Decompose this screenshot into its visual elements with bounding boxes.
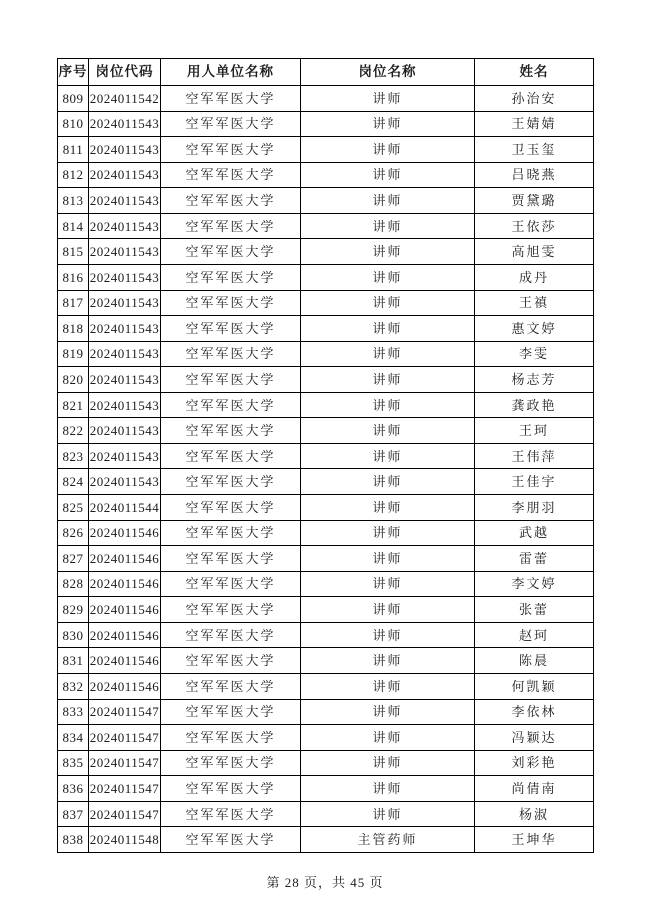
cell-position-name: 讲师	[301, 316, 475, 342]
cell-employer-name: 空军军医大学	[161, 162, 301, 188]
cell-person-name: 李朋羽	[475, 495, 594, 521]
table-row	[58, 239, 594, 265]
cell-position-code: 2024011542	[89, 86, 161, 112]
cell-position-code: 2024011543	[89, 290, 161, 316]
cell-serial: 809	[58, 86, 89, 112]
cell-serial: 836	[58, 776, 89, 802]
cell-employer-name: 空军军医大学	[161, 699, 301, 725]
cell-serial: 826	[58, 520, 89, 546]
cell-position-code: 2024011543	[89, 316, 161, 342]
cell-person-name: 王坤华	[475, 827, 594, 853]
cell-position-code: 2024011543	[89, 137, 161, 163]
cell-employer-name: 空军军医大学	[161, 188, 301, 214]
table-row	[58, 776, 594, 802]
cell-person-name: 王婧婧	[475, 111, 594, 137]
cell-serial: 835	[58, 750, 89, 776]
cell-serial: 819	[58, 341, 89, 367]
table-row	[58, 443, 594, 469]
cell-person-name: 贾黛璐	[475, 188, 594, 214]
table-row	[58, 725, 594, 751]
cell-employer-name: 空军军医大学	[161, 418, 301, 444]
cell-position-code: 2024011546	[89, 520, 161, 546]
cell-employer-name: 空军军医大学	[161, 469, 301, 495]
cell-position-name: 讲师	[301, 673, 475, 699]
cell-serial: 831	[58, 648, 89, 674]
cell-employer-name: 空军军医大学	[161, 750, 301, 776]
cell-employer-name: 空军军医大学	[161, 367, 301, 393]
cell-employer-name: 空军军医大学	[161, 264, 301, 290]
cell-serial: 834	[58, 725, 89, 751]
page-number-footer: 第 28 页，共 45 页	[266, 875, 384, 890]
cell-position-name: 讲师	[301, 443, 475, 469]
cell-position-name: 讲师	[301, 392, 475, 418]
table-row	[58, 392, 594, 418]
cell-position-name: 讲师	[301, 213, 475, 239]
cell-employer-name: 空军军医大学	[161, 673, 301, 699]
cell-position-name: 讲师	[301, 622, 475, 648]
cell-serial: 811	[58, 137, 89, 163]
table-row	[58, 162, 594, 188]
cell-employer-name: 空军军医大学	[161, 86, 301, 112]
cell-employer-name: 空军军医大学	[161, 316, 301, 342]
cell-employer-name: 空军军医大学	[161, 546, 301, 572]
table-row	[58, 571, 594, 597]
cell-position-code: 2024011543	[89, 469, 161, 495]
cell-employer-name: 空军军医大学	[161, 776, 301, 802]
cell-position-name: 讲师	[301, 571, 475, 597]
cell-person-name: 杨淑	[475, 801, 594, 827]
cell-position-name: 讲师	[301, 546, 475, 572]
cell-position-name: 讲师	[301, 725, 475, 751]
table-row	[58, 86, 594, 112]
cell-position-name: 讲师	[301, 111, 475, 137]
cell-employer-name: 空军军医大学	[161, 495, 301, 521]
cell-serial: 813	[58, 188, 89, 214]
table-header	[58, 59, 594, 86]
cell-person-name: 王佳宇	[475, 469, 594, 495]
cell-position-code: 2024011543	[89, 162, 161, 188]
cell-position-name: 讲师	[301, 264, 475, 290]
cell-person-name: 高旭雯	[475, 239, 594, 265]
cell-position-name: 讲师	[301, 367, 475, 393]
cell-position-code: 2024011546	[89, 648, 161, 674]
cell-serial: 832	[58, 673, 89, 699]
cell-employer-name: 空军军医大学	[161, 571, 301, 597]
cell-person-name: 卫玉玺	[475, 137, 594, 163]
cell-position-name: 讲师	[301, 188, 475, 214]
table-row	[58, 520, 594, 546]
header-person-name: 姓名	[475, 59, 594, 86]
table-row	[58, 495, 594, 521]
cell-employer-name: 空军军医大学	[161, 597, 301, 623]
table-row	[58, 316, 594, 342]
cell-position-name: 讲师	[301, 520, 475, 546]
table-row	[58, 367, 594, 393]
table-row	[58, 546, 594, 572]
cell-serial: 827	[58, 546, 89, 572]
cell-serial: 818	[58, 316, 89, 342]
table-row	[58, 750, 594, 776]
cell-person-name: 王珂	[475, 418, 594, 444]
cell-employer-name: 空军军医大学	[161, 648, 301, 674]
cell-person-name: 龚政艳	[475, 392, 594, 418]
cell-person-name: 王禛	[475, 290, 594, 316]
cell-serial: 812	[58, 162, 89, 188]
cell-position-code: 2024011547	[89, 776, 161, 802]
cell-position-code: 2024011543	[89, 443, 161, 469]
cell-serial: 829	[58, 597, 89, 623]
cell-position-code: 2024011546	[89, 597, 161, 623]
cell-serial: 830	[58, 622, 89, 648]
cell-serial: 825	[58, 495, 89, 521]
cell-position-code: 2024011543	[89, 188, 161, 214]
cell-serial: 838	[58, 827, 89, 853]
cell-position-code: 2024011544	[89, 495, 161, 521]
table-row	[58, 341, 594, 367]
cell-serial: 823	[58, 443, 89, 469]
cell-position-name: 讲师	[301, 290, 475, 316]
cell-position-name: 讲师	[301, 162, 475, 188]
table-row	[58, 264, 594, 290]
cell-serial: 814	[58, 213, 89, 239]
table-row	[58, 673, 594, 699]
cell-person-name: 尚倩南	[475, 776, 594, 802]
cell-position-code: 2024011543	[89, 239, 161, 265]
table-row	[58, 290, 594, 316]
table-row	[58, 188, 594, 214]
cell-person-name: 成丹	[475, 264, 594, 290]
cell-person-name: 雷蕾	[475, 546, 594, 572]
header-employer-name: 用人单位名称	[161, 59, 301, 86]
cell-employer-name: 空军军医大学	[161, 827, 301, 853]
cell-position-code: 2024011546	[89, 622, 161, 648]
cell-employer-name: 空军军医大学	[161, 290, 301, 316]
table-row	[58, 801, 594, 827]
cell-position-code: 2024011543	[89, 111, 161, 137]
table-row	[58, 597, 594, 623]
table-row	[58, 622, 594, 648]
cell-position-name: 讲师	[301, 597, 475, 623]
header-serial: 序号	[58, 59, 89, 86]
cell-serial: 815	[58, 239, 89, 265]
table-header-row	[58, 59, 594, 86]
header-position-code: 岗位代码	[89, 59, 161, 86]
table-row	[58, 418, 594, 444]
cell-person-name: 王伟萍	[475, 443, 594, 469]
cell-employer-name: 空军军医大学	[161, 137, 301, 163]
cell-position-code: 2024011547	[89, 699, 161, 725]
cell-serial: 821	[58, 392, 89, 418]
cell-employer-name: 空军军医大学	[161, 341, 301, 367]
cell-serial: 822	[58, 418, 89, 444]
cell-position-code: 2024011547	[89, 801, 161, 827]
cell-position-name: 讲师	[301, 137, 475, 163]
cell-position-name: 讲师	[301, 341, 475, 367]
cell-person-name: 杨志芳	[475, 367, 594, 393]
header-position-name: 岗位名称	[301, 59, 475, 86]
cell-serial: 824	[58, 469, 89, 495]
cell-position-code: 2024011546	[89, 673, 161, 699]
table-row	[58, 111, 594, 137]
cell-position-name: 讲师	[301, 801, 475, 827]
table-row	[58, 469, 594, 495]
cell-serial: 820	[58, 367, 89, 393]
cell-employer-name: 空军军医大学	[161, 239, 301, 265]
cell-employer-name: 空军军医大学	[161, 801, 301, 827]
cell-person-name: 武越	[475, 520, 594, 546]
cell-serial: 828	[58, 571, 89, 597]
cell-serial: 837	[58, 801, 89, 827]
table-row	[58, 213, 594, 239]
cell-serial: 817	[58, 290, 89, 316]
cell-person-name: 李雯	[475, 341, 594, 367]
cell-person-name: 何凯颖	[475, 673, 594, 699]
cell-person-name: 赵珂	[475, 622, 594, 648]
cell-employer-name: 空军军医大学	[161, 213, 301, 239]
cell-position-code: 2024011543	[89, 213, 161, 239]
table-row	[58, 648, 594, 674]
cell-person-name: 李文婷	[475, 571, 594, 597]
cell-employer-name: 空军军医大学	[161, 520, 301, 546]
table-row	[58, 827, 594, 853]
cell-employer-name: 空军军医大学	[161, 392, 301, 418]
table-body	[58, 86, 594, 853]
cell-position-name: 主管药师	[301, 827, 475, 853]
cell-employer-name: 空军军医大学	[161, 111, 301, 137]
cell-employer-name: 空军军医大学	[161, 622, 301, 648]
cell-person-name: 冯颖达	[475, 725, 594, 751]
cell-person-name: 孙治安	[475, 86, 594, 112]
cell-position-code: 2024011543	[89, 418, 161, 444]
table-row	[58, 699, 594, 725]
cell-employer-name: 空军军医大学	[161, 725, 301, 751]
cell-position-code: 2024011543	[89, 367, 161, 393]
cell-serial: 810	[58, 111, 89, 137]
cell-person-name: 王依莎	[475, 213, 594, 239]
cell-position-code: 2024011546	[89, 571, 161, 597]
table-row	[58, 137, 594, 163]
cell-position-code: 2024011546	[89, 546, 161, 572]
cell-position-name: 讲师	[301, 239, 475, 265]
cell-position-name: 讲师	[301, 495, 475, 521]
cell-position-name: 讲师	[301, 699, 475, 725]
cell-position-code: 2024011543	[89, 341, 161, 367]
cell-person-name: 陈晨	[475, 648, 594, 674]
cell-position-name: 讲师	[301, 648, 475, 674]
cell-position-name: 讲师	[301, 469, 475, 495]
cell-position-code: 2024011547	[89, 750, 161, 776]
cell-position-name: 讲师	[301, 776, 475, 802]
cell-position-code: 2024011547	[89, 725, 161, 751]
cell-position-name: 讲师	[301, 86, 475, 112]
recruitment-roster-table	[57, 58, 594, 853]
cell-position-name: 讲师	[301, 418, 475, 444]
cell-serial: 833	[58, 699, 89, 725]
cell-position-code: 2024011548	[89, 827, 161, 853]
cell-position-code: 2024011543	[89, 264, 161, 290]
cell-person-name: 张蕾	[475, 597, 594, 623]
cell-employer-name: 空军军医大学	[161, 443, 301, 469]
cell-person-name: 惠文婷	[475, 316, 594, 342]
cell-position-name: 讲师	[301, 750, 475, 776]
cell-person-name: 吕晓燕	[475, 162, 594, 188]
cell-person-name: 李依林	[475, 699, 594, 725]
cell-position-code: 2024011543	[89, 392, 161, 418]
cell-person-name: 刘彩艳	[475, 750, 594, 776]
cell-serial: 816	[58, 264, 89, 290]
